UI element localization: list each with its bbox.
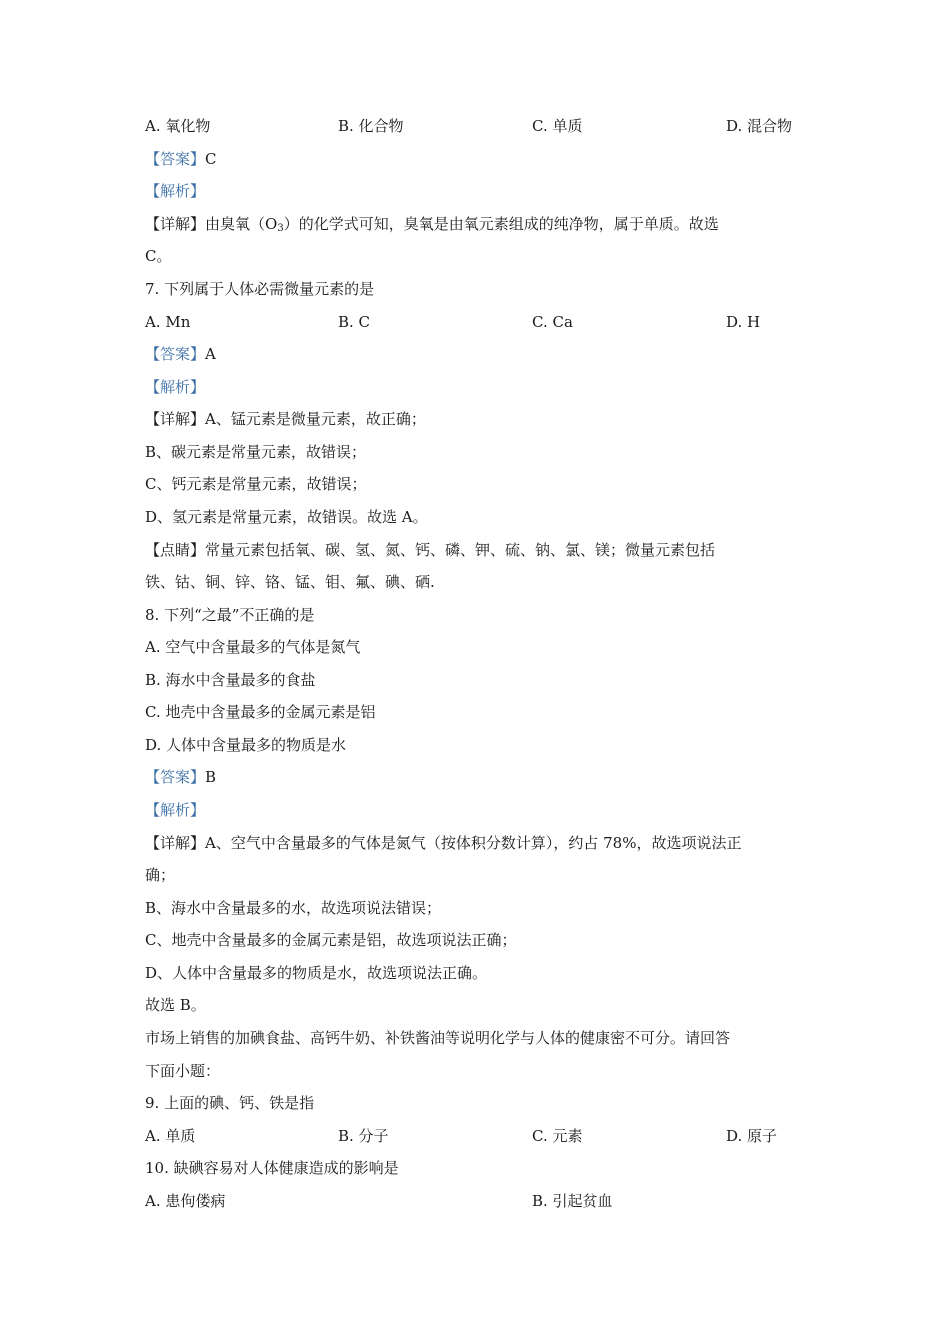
q8-question: 8. 下列“之最”不正确的是	[145, 606, 315, 624]
q6-detail	[145, 214, 719, 239]
analysis-tag: 【解析】	[145, 801, 206, 819]
q8-answer	[145, 767, 216, 787]
detail-text-part2: ）的化学式可知，臭氧是由氧元素组成的纯净物，属于单质。故选	[283, 215, 719, 233]
q6-option-c: C. 单质	[532, 117, 583, 135]
q7-options	[145, 312, 810, 332]
q10-options	[145, 1191, 810, 1211]
q7-answer	[145, 344, 216, 364]
q9-question: 9. 上面的碘、钙、铁是指	[145, 1094, 315, 1112]
answer-value: A	[205, 345, 216, 363]
q8-option-a: A. 空气中含量最多的气体是氮气	[145, 638, 361, 656]
analysis-tag: 【解析】	[145, 378, 206, 396]
q7-detail-line: D、氢元素是常量元素，故错误。故选 A。	[145, 508, 428, 526]
q7-option-a: A. Mn	[145, 313, 191, 331]
q9-option-d: D. 原子	[726, 1127, 778, 1145]
detail-line: A、锰元素是微量元素，故正确；	[205, 410, 426, 428]
comment-tag: 【点睛】	[145, 541, 206, 559]
detail-tag: 【详解】	[145, 834, 206, 852]
q6-option-b: B. 化合物	[338, 117, 404, 135]
q8-analysis	[145, 800, 205, 820]
answer-tag: 【答案】	[145, 150, 206, 168]
q8-option-c: C. 地壳中含量最多的金属元素是铝	[145, 703, 376, 721]
q7-comment	[145, 540, 715, 560]
analysis-tag: 【解析】	[145, 182, 206, 200]
q8-option-d: D. 人体中含量最多的物质是水	[145, 736, 347, 754]
intro-line-2: 下面小题：	[145, 1062, 221, 1080]
answer-value: B	[205, 768, 217, 786]
q7-detail-line: B、碳元素是常量元素，故错误；	[145, 443, 367, 461]
q7-detail	[145, 409, 426, 429]
q7-comment-line2: 铁、钴、铜、锌、铬、锰、钼、氟、碘、硒.	[145, 573, 435, 591]
q9-option-a: A. 单质	[145, 1127, 196, 1145]
intro-line-1: 市场上销售的加碘食盐、高钙牛奶、补铁酱油等说明化学与人体的健康密不可分。请回答	[145, 1029, 731, 1047]
q7-question: 7. 下列属于人体必需微量元素的是	[145, 280, 375, 298]
q8-detail-line: D、人体中含量最多的物质是水，故选项说法正确。	[145, 964, 488, 982]
q8-option-b: B. 海水中含量最多的食盐	[145, 671, 316, 689]
detail-subscript: 3	[277, 223, 284, 234]
q8-detail-line: C、地壳中含量最多的金属元素是铝，故选项说法正确；	[145, 931, 517, 949]
q8-detail	[145, 833, 741, 853]
q7-analysis	[145, 377, 205, 397]
q10-option-a: A. 患佝偻病	[145, 1192, 226, 1210]
q8-detail-line: B、海水中含量最多的水，故选项说法错误；	[145, 899, 442, 917]
q7-option-c: C. Ca	[532, 313, 573, 331]
detail-text: A、空气中含量最多的气体是氮气（按体积分数计算），约占 78%，故选项说法正	[205, 834, 742, 852]
answer-value: C	[205, 150, 217, 168]
q9-option-b: B. 分子	[338, 1127, 389, 1145]
q7-detail-line: C、钙元素是常量元素，故错误；	[145, 475, 367, 493]
q6-detail-end: C。	[145, 247, 172, 265]
q6-analysis	[145, 181, 205, 201]
q10-question: 10. 缺碘容易对人体健康造成的影响是	[145, 1159, 399, 1177]
q9-options	[145, 1126, 810, 1146]
q8-detail-wrap: 确；	[145, 866, 176, 884]
q10-option-b: B. 引起贫血	[532, 1192, 613, 1210]
q6-option-a: A. 氧化物	[145, 117, 211, 135]
q7-option-d: D. H	[726, 313, 761, 331]
detail-text-part1: 由臭氧（O	[205, 215, 278, 233]
detail-tag: 【详解】	[145, 215, 206, 233]
q7-option-b: B. C	[338, 313, 371, 331]
q6-options	[145, 116, 810, 136]
detail-tag: 【详解】	[145, 410, 206, 428]
q6-option-d: D. 混合物	[726, 117, 793, 135]
comment-text: 常量元素包括氧、碳、氢、氮、钙、磷、钾、硫、钠、氯、镁；微量元素包括	[205, 541, 716, 559]
answer-tag: 【答案】	[145, 768, 206, 786]
answer-tag: 【答案】	[145, 345, 206, 363]
q6-answer	[145, 149, 217, 169]
q8-detail-line: 故选 B。	[145, 996, 206, 1014]
q9-option-c: C. 元素	[532, 1127, 583, 1145]
